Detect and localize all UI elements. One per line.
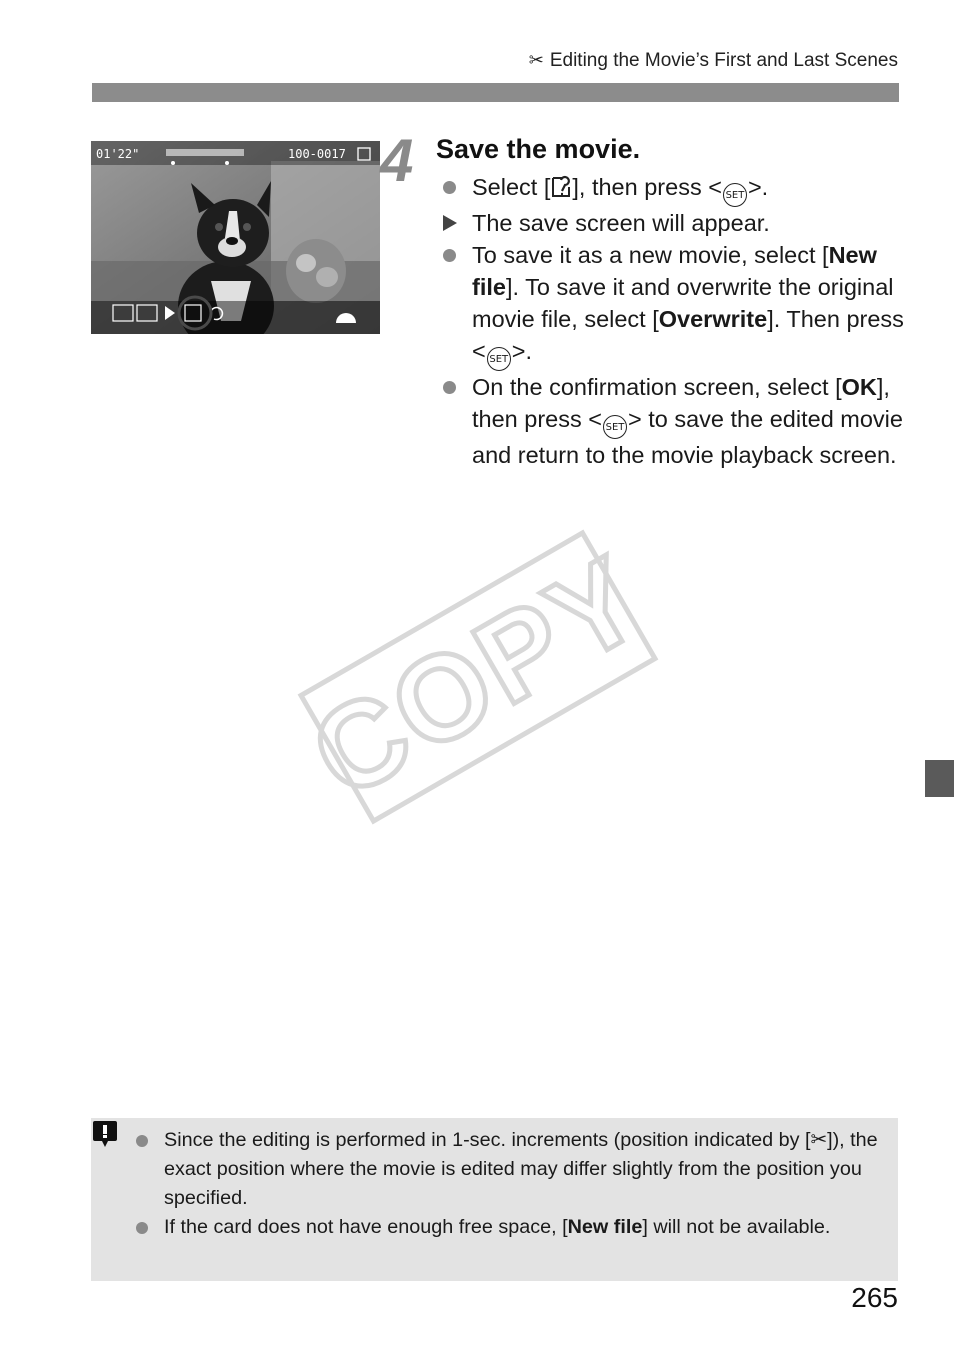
bullet-icon	[443, 249, 456, 262]
bullet-icon	[136, 1135, 148, 1147]
page-number: 265	[851, 1282, 898, 1313]
result-triangle-icon	[443, 215, 457, 231]
text-run: If the card does not have enough free space, [	[164, 1216, 568, 1238]
bullet-icon	[136, 1222, 148, 1234]
text-run: > to save the edited movie and return to the movie playback screen.	[472, 406, 903, 468]
watermark-text: COPY	[290, 529, 666, 825]
bullet-icon	[443, 181, 456, 194]
text-run: Select [	[472, 174, 551, 200]
text-run: ] will not be available.	[642, 1216, 831, 1238]
screen-time: 01'22"	[96, 147, 140, 161]
step-item	[440, 239, 910, 371]
set-button-icon: SET	[723, 183, 747, 207]
step-item	[440, 171, 910, 207]
scissor-icon: ✂	[810, 1129, 828, 1151]
text-run: ], then press <	[472, 374, 890, 432]
caution-icon	[91, 1119, 119, 1149]
text-run: ], then press <	[572, 174, 722, 200]
text-run: >.	[511, 338, 532, 364]
text-run: ]. To save it and overwrite the original movie file, select [	[472, 274, 894, 332]
set-button-icon: SET	[487, 347, 511, 371]
copy-watermark	[290, 529, 666, 825]
text-run: ]), the exact position where the movie is edited may differ slightly from the position you specified.	[164, 1129, 878, 1209]
bold-term: OK	[841, 374, 877, 400]
step-instructions	[440, 171, 910, 471]
screen-file-number: 100-0017	[288, 147, 346, 161]
step-item	[440, 207, 910, 239]
running-header	[529, 50, 898, 72]
text-run: To save it as a new movie, select [	[472, 242, 829, 268]
caution-item	[136, 1126, 886, 1213]
camera-screen-image	[91, 141, 380, 334]
bold-term: Overwrite	[658, 306, 768, 332]
text-run: The save screen will appear.	[472, 210, 770, 236]
step-number: 4	[380, 127, 412, 194]
text-run: >.	[747, 174, 769, 200]
chapter-tab	[925, 760, 954, 797]
bold-term: New file	[472, 242, 877, 300]
step-item	[440, 371, 910, 471]
header-bar	[92, 83, 899, 102]
caution-notes	[136, 1126, 886, 1242]
text-run: Since the editing is performed in 1-sec. increments (position indicated by [	[164, 1129, 811, 1151]
text-run: On the confirmation screen, select [	[472, 374, 842, 400]
running-header-title: Editing the Movie’s First and Last Scenes	[549, 50, 898, 71]
bullet-icon	[443, 381, 456, 394]
camera-screen-graphic	[91, 141, 380, 334]
save-icon	[550, 175, 572, 199]
text-run: ]. Then press <	[472, 306, 904, 364]
set-button-icon: SET	[603, 415, 627, 439]
scissor-icon: ✂	[528, 50, 544, 70]
caution-item	[136, 1213, 886, 1242]
step-title: Save the movie.	[436, 134, 641, 164]
bold-term: New file	[567, 1216, 643, 1238]
